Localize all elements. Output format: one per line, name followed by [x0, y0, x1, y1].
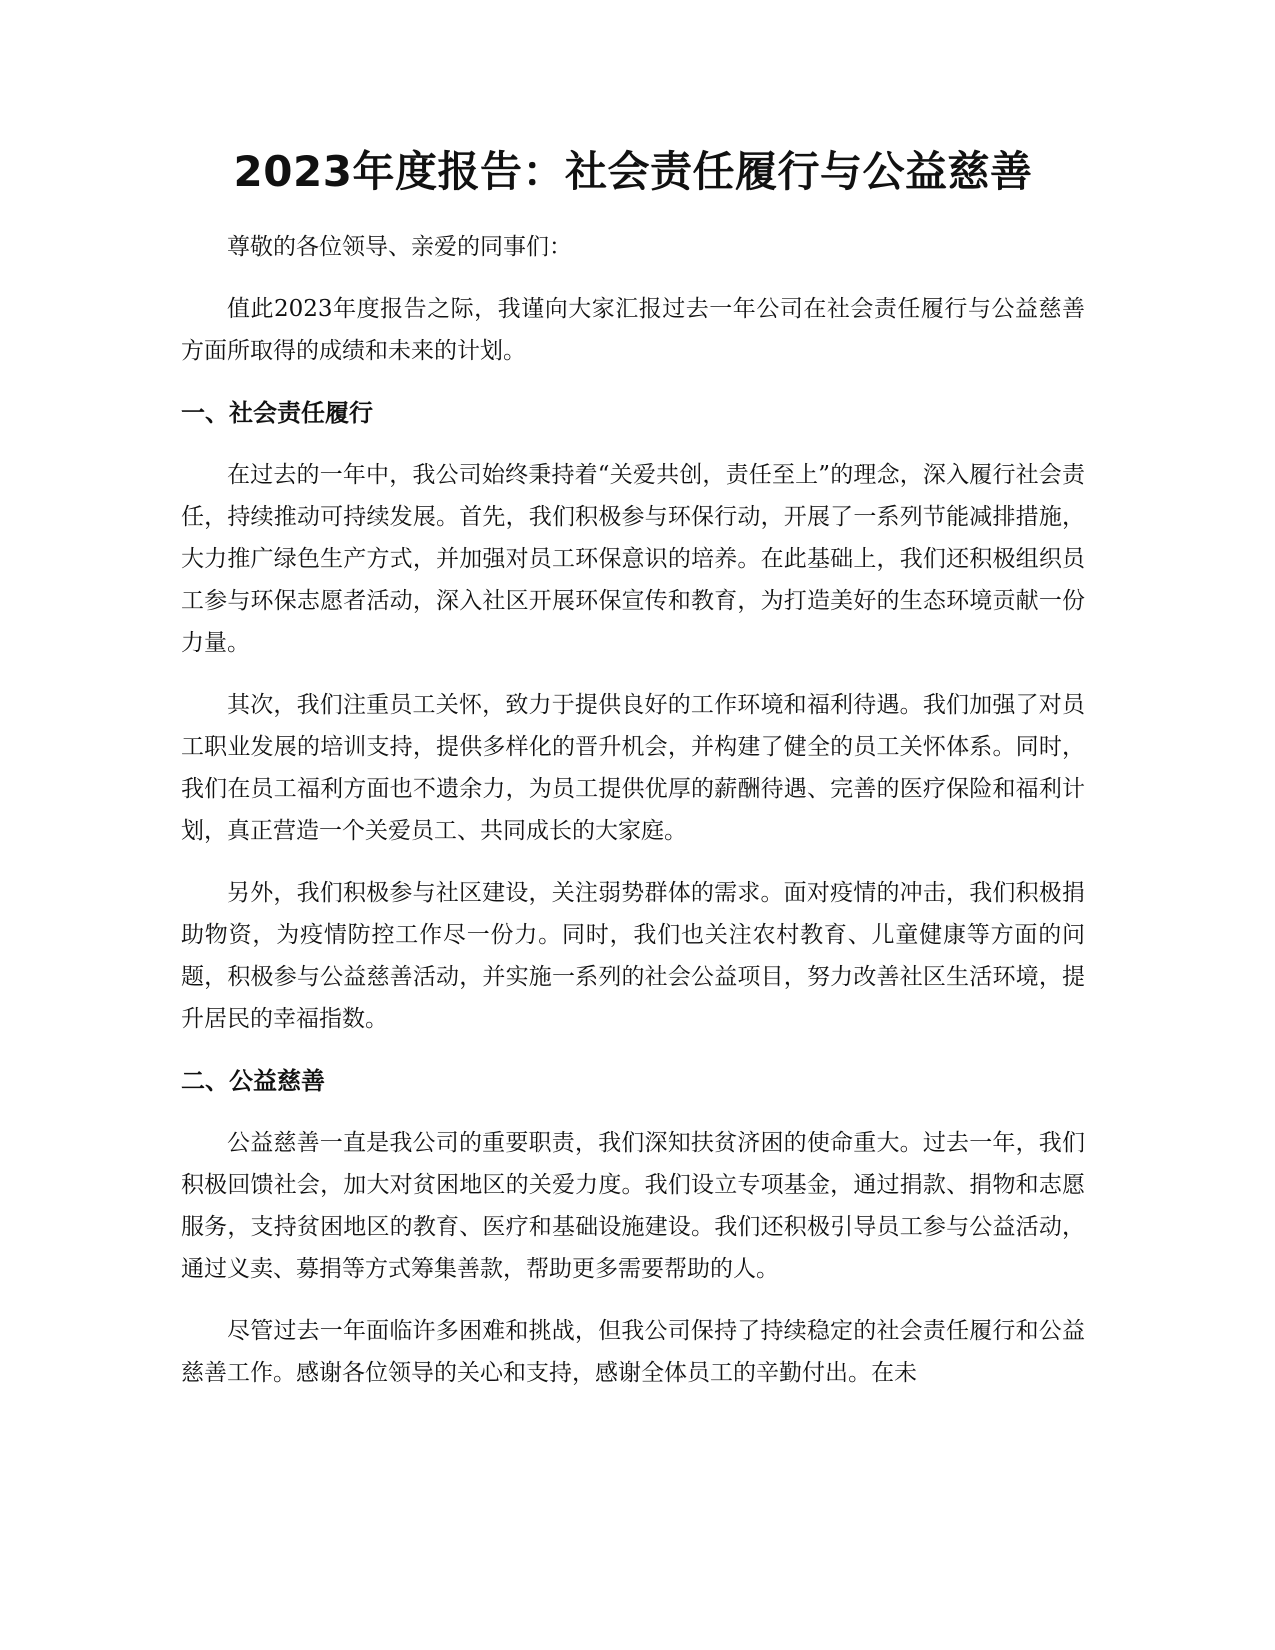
section-heading-charity: 二、公益慈善: [181, 1067, 325, 1095]
document-title: 2023年度报告：社会责任履行与公益慈善: [233, 147, 1033, 196]
greeting-paragraph: 尊敬的各位领导、亲爱的同事们：: [227, 234, 572, 260]
intro-paragraph: 值此2023年度报告之际，我谨向大家汇报过去一年公司在社会责任履行与公益慈善方面所取得的成绩和未来的计划。: [181, 296, 1085, 364]
section2-paragraph-charity: 公益慈善一直是我公司的重要职责，我们深知扶贫济困的使命重大。过去一年，我们积极回馈社会，加大对贫困地区的关爱力度。我们设立专项基金，通过捐款、捐物和志愿服务，支持贫困地区的教育、医疗和基础设施建设。我们还积极引导员工参与公益活动，通过义卖、募捐等方式筹集善款，帮助更多需要帮助的人。: [181, 1130, 1085, 1282]
section1-paragraph-environment: 在过去的一年中，我公司始终秉持着“关爱共创，责任至上”的理念，深入履行社会责任，持续推动可持续发展。首先，我们积极参与环保行动，开展了一系列节能减排措施，大力推广绿色生产方式，并加强对员工环保意识的培养。在此基础上，我们还积极组织员工参与环保志愿者活动，深入社区开展环保宣传和教育，为打造美好的生态环境贡献一份力量。: [181, 462, 1085, 656]
section2-paragraph-closing: 尽管过去一年面临许多困难和挑战，但我公司保持了持续稳定的社会责任履行和公益慈善工作。感谢各位领导的关心和支持，感谢全体员工的辛勤付出。在未: [181, 1318, 1085, 1386]
section-heading-social-responsibility: 一、社会责任履行: [181, 399, 373, 427]
section1-paragraph-community: 另外，我们积极参与社区建设，关注弱势群体的需求。面对疫情的冲击，我们积极捐助物资，为疫情防控工作尽一份力。同时，我们也关注农村教育、儿童健康等方面的问题，积极参与公益慈善活动，并实施一系列的社会公益项目，努力改善社区生活环境，提升居民的幸福指数。: [181, 880, 1085, 1032]
document-page: [181, 140, 1085, 1414]
section1-paragraph-employee-care: 其次，我们注重员工关怀，致力于提供良好的工作环境和福利待遇。我们加强了对员工职业发展的培训支持，提供多样化的晋升机会，并构建了健全的员工关怀体系。同时，我们在员工福利方面也不遗余力，为员工提供优厚的薪酬待遇、完善的医疗保险和福利计划，真正营造一个关爱员工、共同成长的大家庭。: [181, 692, 1085, 844]
